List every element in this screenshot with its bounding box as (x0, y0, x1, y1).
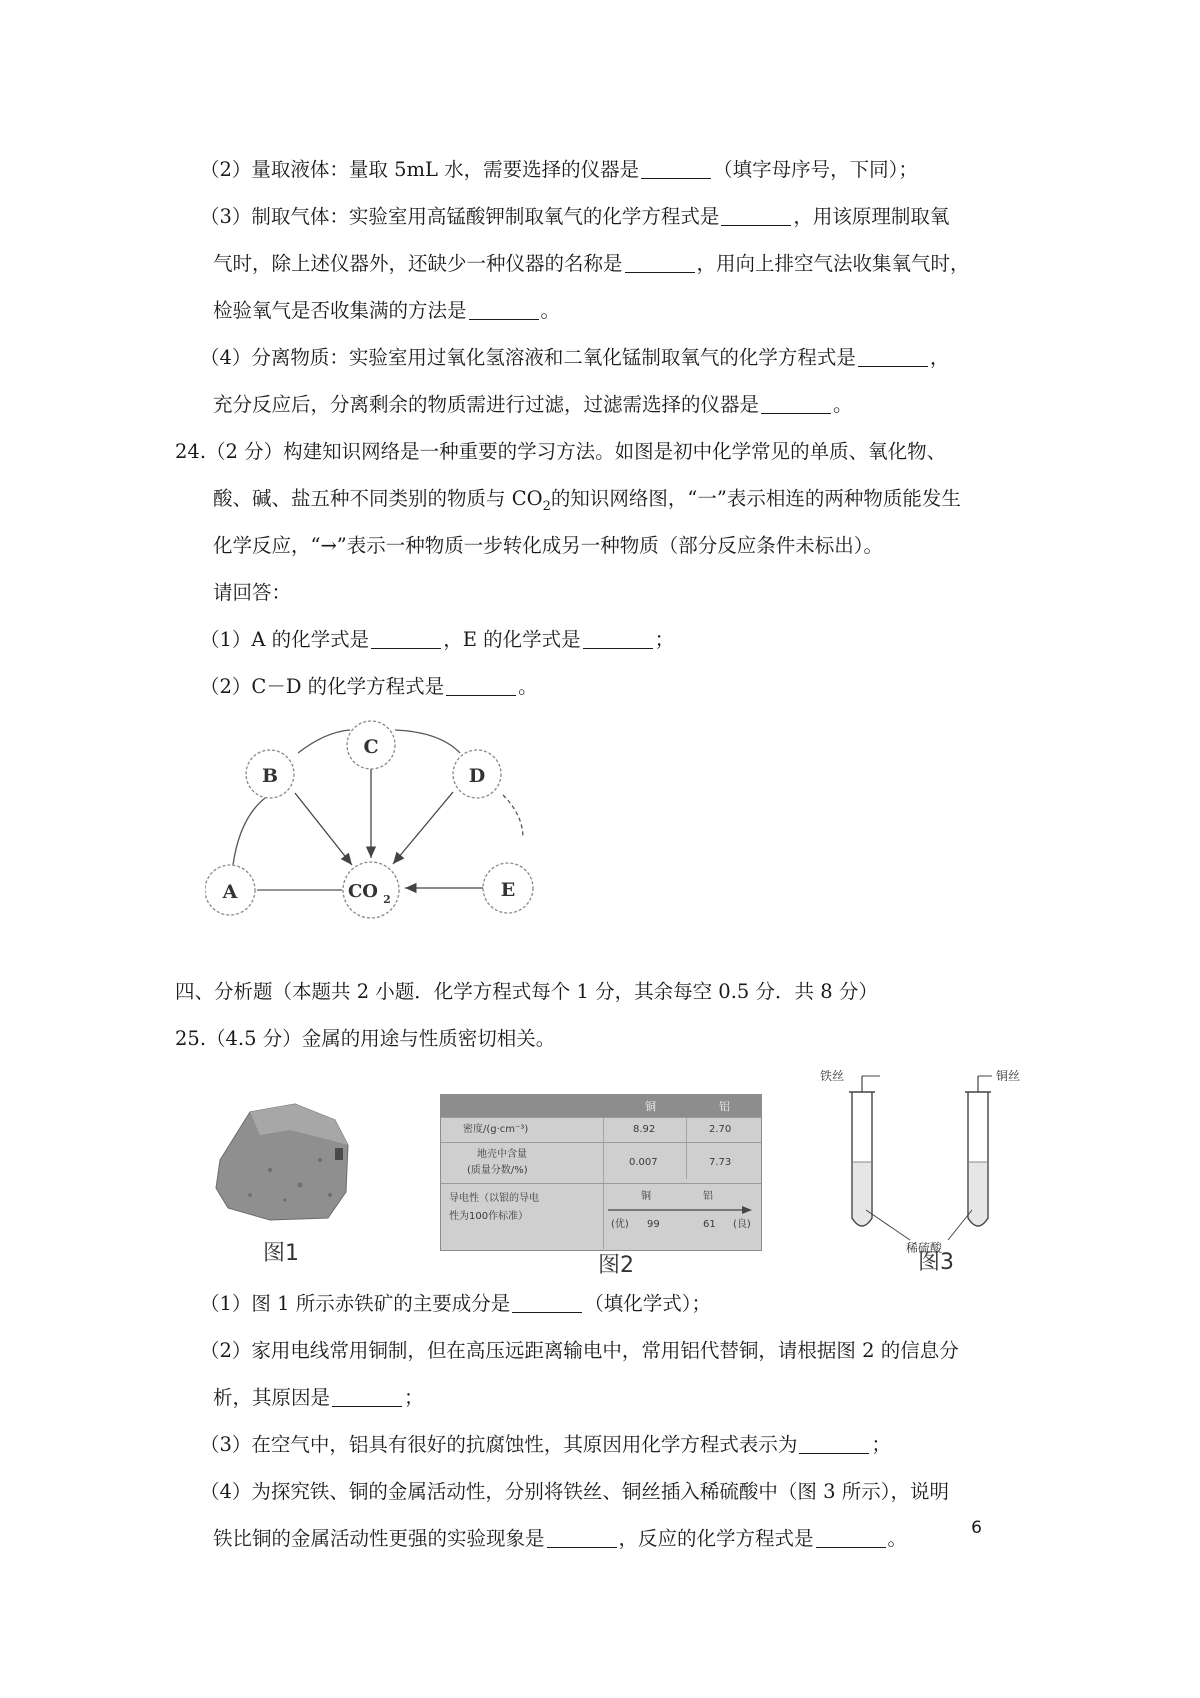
table-cell: 性为100作标准） (449, 1211, 529, 1222)
q25-1 (200, 1290, 711, 1318)
subscript: 2 (542, 499, 551, 514)
q23-3b (213, 250, 970, 278)
answer-blank[interactable] (446, 675, 516, 696)
text: ，用该原理制取氧 (793, 205, 950, 228)
text: ； (654, 628, 675, 651)
text: （填字母序号，下同）； (713, 158, 918, 181)
node-E (483, 863, 533, 913)
table-cell: 7.73 (709, 1157, 732, 1168)
table-cell: (质量分数/%) (467, 1165, 528, 1176)
node-CO2 (343, 862, 399, 918)
text: 的知识网络图，“一”表示相连的两种物质能发生 (550, 487, 961, 510)
table-row (441, 1117, 761, 1142)
svg-text:D: D (468, 765, 486, 787)
table-cell: 99 (647, 1219, 660, 1230)
text: （1）图 1 所示赤铁矿的主要成分是 (200, 1292, 511, 1315)
q24-line2 (213, 485, 961, 521)
table-cell: 2.70 (709, 1124, 732, 1135)
conductivity-arrow (606, 1204, 756, 1216)
answer-blank[interactable] (469, 299, 539, 320)
svg-text:2: 2 (383, 893, 391, 906)
q25-4b (213, 1525, 907, 1553)
knowledge-network-diagram (205, 720, 605, 960)
q25-title: 25.（4.5 分）金属的用途与性质密切相关。 (175, 1027, 556, 1050)
table-cell: 61 (703, 1219, 716, 1230)
answer-blank[interactable] (371, 628, 441, 649)
text: ； (871, 1433, 891, 1456)
table-cell: 铝 (703, 1191, 713, 1202)
node-B (246, 750, 294, 798)
answer-blank[interactable] (761, 393, 831, 414)
q24-line3: 化学反应，“→”表示一种物质一步转化成另一种物质（部分反应条件未标出）。 (213, 534, 884, 557)
answer-blank[interactable] (641, 158, 711, 179)
q25-3 (200, 1431, 891, 1459)
text: 。 (540, 299, 561, 322)
svg-text:B: B (261, 765, 279, 787)
text: ，用向上排空气法收集氧气时， (696, 252, 970, 275)
arc-A-B (233, 795, 269, 865)
q23-4a (200, 344, 949, 372)
table-header (441, 1095, 761, 1117)
q23-2 (200, 156, 918, 184)
text: 。 (518, 675, 538, 698)
table-cell: 导电性（以银的导电 (449, 1193, 539, 1204)
svg-text:C: C (363, 736, 379, 758)
q24-2 (200, 673, 538, 701)
answer-blank[interactable] (721, 205, 791, 226)
svg-text:E: E (500, 879, 516, 901)
answer-blank[interactable] (816, 1527, 886, 1548)
text: （填化学式）； (584, 1292, 711, 1315)
text: （2）量取液体：量取 5mL 水，需要选择的仪器是 (200, 158, 640, 181)
metal-property-table (440, 1094, 762, 1251)
text: （1）A 的化学式是 (200, 628, 370, 651)
table-header-cu: 铜 (645, 1100, 656, 1113)
answer-blank[interactable] (547, 1527, 617, 1548)
text: 。 (833, 393, 853, 416)
text: ； (404, 1386, 424, 1409)
table-cell: 0.007 (629, 1157, 658, 1168)
figure-3-caption: 图3 (918, 1250, 954, 1275)
svg-text:CO: CO (347, 881, 379, 902)
arc-D-E (503, 795, 523, 838)
arc-B-C (298, 730, 350, 753)
test-tube-experiment (820, 1070, 1050, 1255)
text: 充分反应后，分离剩余的物质需进行过滤，过滤需选择的仪器是 (213, 393, 760, 416)
text: （4）分离物质：实验室用过氧化氢溶液和二氧化锰制取氧气的化学方程式是 (200, 346, 856, 369)
arrow-D-CO2 (393, 792, 453, 864)
table-cell: (优) (611, 1219, 629, 1230)
answer-blank[interactable] (332, 1386, 402, 1407)
text: 。 (887, 1527, 908, 1550)
text: 酸、碱、盐五种不同类别的物质与 CO (213, 487, 543, 510)
table-cell: 铜 (641, 1191, 651, 1202)
text: ， (929, 346, 950, 369)
figure-2-caption: 图2 (598, 1253, 634, 1278)
answer-blank[interactable] (583, 628, 653, 649)
table-cell: 8.92 (633, 1124, 656, 1135)
text: 气时，除上述仪器外，还缺少一种仪器的名称是 (213, 252, 623, 275)
q24-1 (200, 626, 674, 654)
iron-wire-label: 铁丝 (820, 1070, 845, 1083)
text: （3）在空气中，铝具有很好的抗腐蚀性，其原因用化学方程式表示为 (200, 1433, 798, 1456)
node-C (347, 721, 395, 769)
hematite-ore-image (210, 1100, 360, 1225)
q25-2b (213, 1384, 424, 1412)
table-header-al: 铝 (719, 1100, 730, 1113)
text: 析，其原因是 (213, 1386, 331, 1409)
q25-2a: （2）家用电线常用铜制，但在高压远距离输电中，常用铝代替铜，请根据图 2 的信息分 (200, 1339, 959, 1362)
text: （2）C－D 的化学方程式是 (200, 675, 445, 698)
q23-3a (200, 203, 949, 231)
table-row (441, 1183, 761, 1250)
section-4-heading: 四、分析题（本题共 2 小题．化学方程式每个 1 分，其余每空 0.5 分．共 8 分） (175, 980, 878, 1003)
q25-4a: （4）为探究铁、铜的金属活动性，分别将铁丝、铜丝插入稀硫酸中（图 3 所示），说明 (200, 1480, 949, 1503)
text: ，反应的化学方程式是 (618, 1527, 814, 1550)
q24-title: 24.（2 分）构建知识网络是一种重要的学习方法。如图是初中化学常见的单质、氧化物、 (175, 440, 947, 463)
dilute-sulfuric-acid-label: 稀硫酸 (906, 1241, 943, 1255)
svg-text:A: A (222, 881, 238, 903)
table-row (441, 1142, 761, 1183)
node-D (453, 750, 501, 798)
page-number: 6 (971, 1518, 982, 1538)
answer-blank[interactable] (858, 346, 928, 367)
figure-1-caption: 图1 (263, 1241, 299, 1266)
text: ，E 的化学式是 (443, 628, 581, 651)
arrow-B-CO2 (295, 793, 352, 865)
table-cell: (良) (733, 1219, 751, 1230)
node-A (205, 865, 255, 915)
q24-ask: 请回答： (213, 581, 292, 604)
answer-blank[interactable] (799, 1433, 869, 1454)
copper-wire-label: 铜丝 (996, 1070, 1021, 1083)
answer-blank[interactable] (512, 1292, 582, 1313)
text: 检验氧气是否收集满的方法是 (213, 299, 467, 322)
arc-C-D (395, 730, 460, 753)
text: （3）制取气体：实验室用高锰酸钾制取氧气的化学方程式是 (200, 205, 720, 228)
q23-4b (213, 391, 853, 419)
q23-3c (213, 297, 560, 325)
table-cell: 密度/(g·cm⁻³) (463, 1124, 529, 1135)
table-cell: 地壳中含量 (477, 1149, 527, 1160)
answer-blank[interactable] (625, 252, 695, 273)
text: 铁比铜的金属活动性更强的实验现象是 (213, 1527, 545, 1550)
